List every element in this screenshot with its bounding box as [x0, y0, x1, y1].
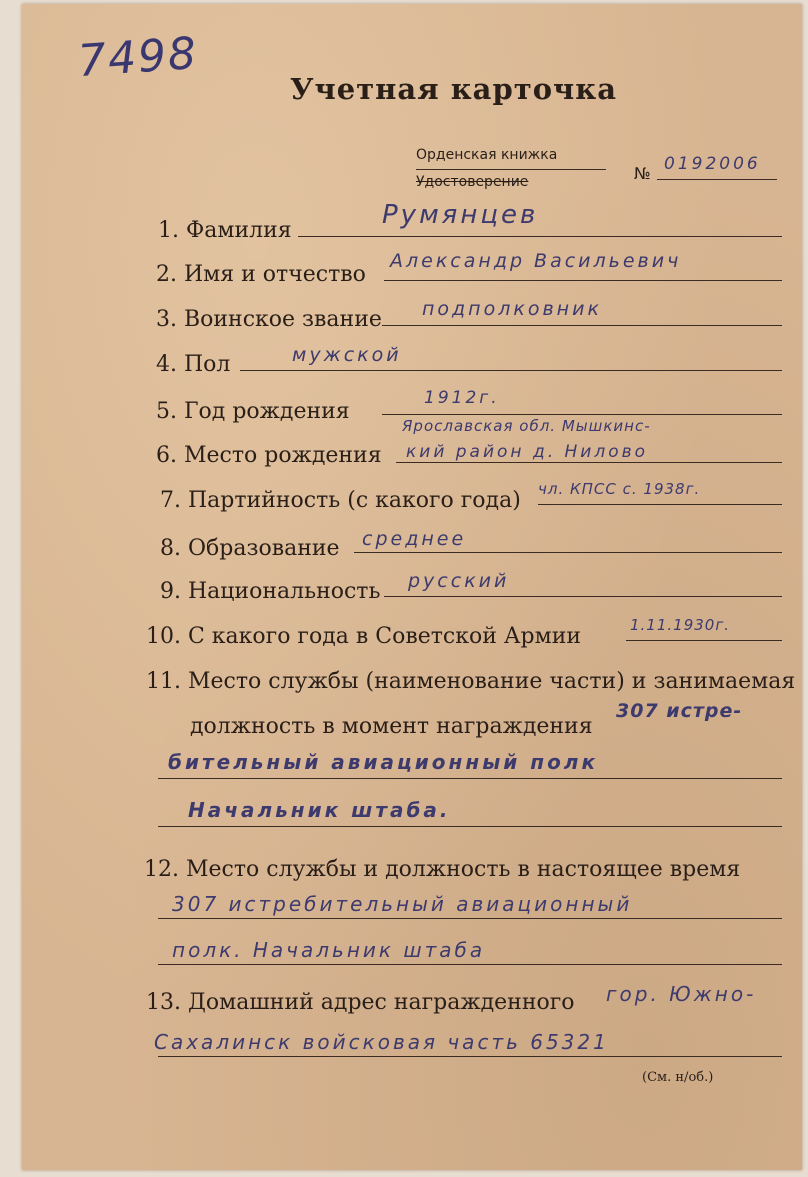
- field-line: [354, 552, 782, 553]
- field-line: [384, 596, 782, 597]
- doc-type-order-book: Орденская книжка: [416, 147, 558, 163]
- field-service-award-value-3: Начальник штаба.: [188, 798, 451, 822]
- field-birth-year-value: 1912г.: [424, 388, 500, 408]
- field-surname-value: Румянцев: [382, 200, 539, 230]
- field-line: [396, 462, 782, 463]
- field-line: [158, 918, 782, 919]
- field-sex-label: 4. Пол: [156, 352, 231, 377]
- card-title: Учетная карточка: [290, 72, 617, 106]
- field-army-since-label: 10. С какого года в Советской Армии: [146, 624, 582, 649]
- field-line: [158, 826, 782, 827]
- field-line: [384, 280, 782, 281]
- field-birthplace-label: 6. Место рождения: [156, 443, 382, 468]
- field-birth-year-label: 5. Год рождения: [156, 399, 350, 424]
- doc-number-label: №: [634, 164, 651, 183]
- footnote: (См. н/об.): [642, 1070, 714, 1085]
- field-line: [538, 504, 782, 505]
- field-birthplace-value-2: кий район д. Нилово: [406, 442, 649, 462]
- record-card: [22, 4, 802, 1170]
- doc-type-certificate-struck: Удостоверение: [416, 174, 529, 190]
- field-line: [240, 370, 782, 371]
- field-name-value: Александр Васильевич: [390, 250, 682, 272]
- archive-number: 7498: [76, 27, 200, 88]
- field-line: [382, 414, 782, 415]
- field-party-label: 7. Партийность (с какого года): [160, 488, 521, 513]
- field-line: [298, 236, 782, 237]
- field-line: [626, 640, 782, 641]
- doc-type-divider: [416, 169, 606, 170]
- field-nationality-value: русский: [408, 570, 510, 592]
- field-army-since-value: 1.11.1930г.: [630, 616, 730, 634]
- field-service-award-label-2: должность в момент награждения: [190, 714, 593, 739]
- doc-number-line: [657, 179, 777, 180]
- field-party-value: чл. КПСС с. 1938г.: [538, 480, 701, 498]
- field-current-service-value-2: полк. Начальник штаба: [172, 938, 486, 962]
- field-current-service-label: 12. Место службы и должность в настоящее время: [144, 857, 741, 882]
- doc-number-value: 0192006: [664, 154, 761, 174]
- field-current-service-value-1: 307 истребительный авиационный: [172, 892, 633, 916]
- field-sex-value: мужской: [292, 344, 402, 366]
- field-home-address-label: 13. Домашний адрес награжденного: [146, 990, 575, 1015]
- field-education-label: 8. Образование: [160, 536, 340, 561]
- field-birthplace-value-1: Ярославская обл. Мышкинс-: [402, 417, 651, 435]
- field-service-award-value-1: 307 истре-: [616, 700, 743, 722]
- field-education-value: среднее: [362, 528, 467, 550]
- field-service-award-value-2: бительный авиационный полк: [168, 750, 599, 774]
- field-surname-label: 1. Фамилия: [158, 218, 292, 243]
- field-line: [158, 778, 782, 779]
- field-name-label: 2. Имя и отчество: [156, 262, 366, 287]
- field-home-address-value-1: гор. Южно-: [606, 982, 757, 1006]
- field-rank-label: 3. Воинское звание: [156, 307, 382, 332]
- field-line: [382, 325, 782, 326]
- field-nationality-label: 9. Национальность: [160, 579, 381, 604]
- field-service-award-label-1: 11. Место службы (наименование части) и занимаемая: [146, 669, 796, 694]
- field-line: [158, 964, 782, 965]
- field-home-address-value-2: Сахалинск войсковая часть 65321: [154, 1030, 609, 1054]
- field-line: [158, 1056, 782, 1057]
- field-rank-value: подполковник: [422, 298, 602, 320]
